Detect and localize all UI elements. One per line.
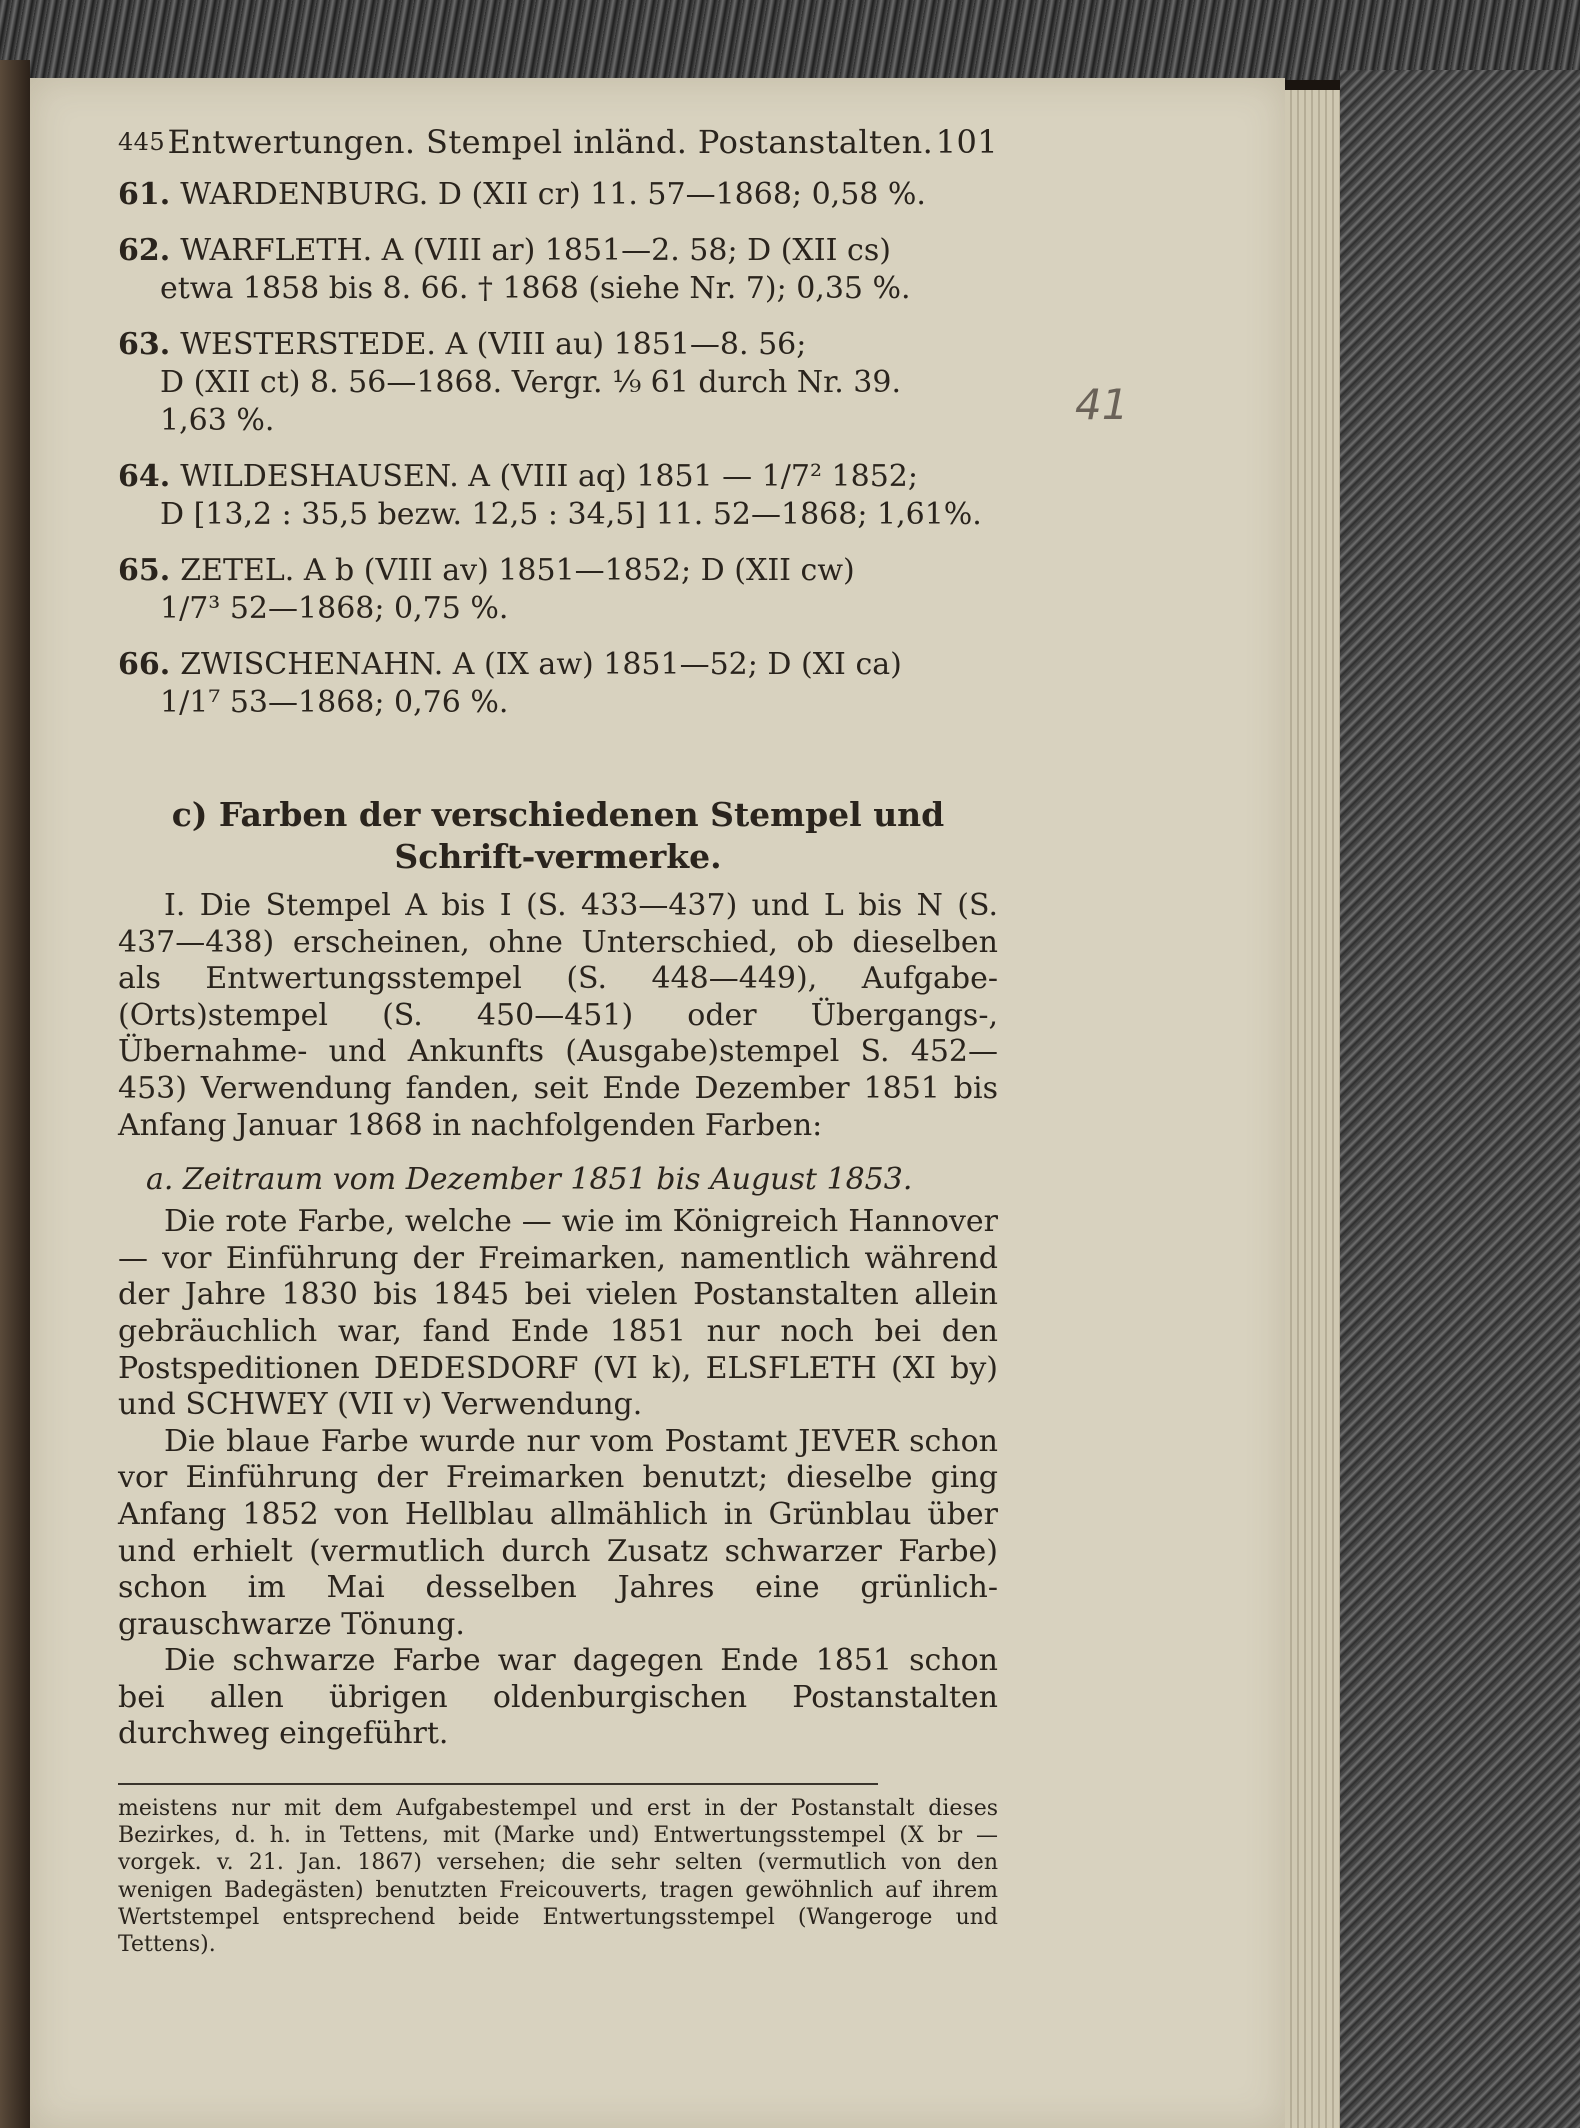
subsection-heading: a. Zeitraum vom Dezember 1851 bis August 1853. [146,1162,913,1198]
entry-63 [118,326,998,440]
entry-line: WARDENBURG. D (XII cr) 11. 57—1868; 0,58 %. [180,177,926,212]
entry-line: WARFLETH. A (VIII ar) 1851—2. 58; D (XII cs) [180,233,891,268]
entry-64 [118,458,998,534]
paragraph-blaue-farbe: Die blaue Farbe wurde nur vom Postamt JEVER schon vor Einführung der Freimarken benutzt; dieselbe ging Anfang 1852 von Hellblau allmählich in Grünblau über und erhielt (vermutlich durch Zusatz schwarzer Farbe) schon im Mai desselben Jahres eine grünlich-grauschwarze Tönung. [118,1423,998,1642]
page-number: 101 [935,123,998,161]
entry-line: 1/1⁷ 53—1868; 0,76 %. [160,685,509,720]
entry-line: D (XII ct) 8. 56—1868. Vergr. ⅑ 61 durch Nr. 39. [160,365,901,400]
entry-number: 64. [118,459,171,494]
entry-65 [118,552,998,628]
page-content [118,120,998,1958]
page-edges [1285,90,1340,2128]
entry-number: 62. [118,233,171,268]
entry-number: 65. [118,553,171,588]
running-title: Entwertungen. Stempel inländ. Postanstalten. [167,123,934,161]
entry-line: WESTERSTEDE. A (VIII au) 1851—8. 56; [180,327,807,362]
book-gutter [0,60,30,2128]
entry-line: etwa 1858 bis 8. 66. † 1868 (siehe Nr. 7); 0,35 %. [160,271,911,306]
book-top-edge [0,0,1580,80]
entry-line: ZETEL. A b (VIII av) 1851—1852; D (XII cw) [180,553,855,588]
footnote-rule [118,1783,878,1785]
paragraph-schwarze-farbe: Die schwarze Farbe war dagegen Ende 1851 schon bei allen übrigen oldenburgischen Postanstalten durchweg eingeführt. [118,1643,998,1752]
entry-line: 1/7³ 52—1868; 0,75 %. [160,591,509,626]
footnote: meistens nur mit dem Aufgabestempel und erst in der Postanstalt dieses Bezirkes, d. h. in Tettens, mit (Marke und) Entwertungsstempel (X br — vorgek. v. 21. Jan. 1867) versehen; die sehr selten (vermutlich von den wenigen Badegästen) benutzten Freicouverts, tragen gewöhnlich auf ihrem Wertstempel entsprechend beide Entwertungsstempel (Wangeroge und Tettens). [118,1796,998,1958]
entry-line: WILDESHAUSEN. A (VIII aq) 1851 — 1/7² 1852; [180,459,918,494]
pencil-margin-note: 41 [1075,380,1129,429]
marbled-cover [1340,70,1580,2128]
paragraph-rote-farbe: Die rote Farbe, welche — wie im Königreich Hannover — vor Einführung der Freimarken, namentlich während der Jahre 1830 bis 1845 bei vielen Postanstalten allein gebräuchlich war, fand Ende 1851 nur noch bei den Postspeditionen DEDESDORF (VI k), ELSFLETH (XI by) und SCHWEY (VII v) Verwendung. [118,1204,998,1423]
running-head [118,120,998,164]
section-heading: c) Farben der verschiedenen Stempel und Schrift-vermerke. [171,795,945,876]
entry-number: 61. [118,177,171,212]
entry-61 [118,176,998,214]
intro-paragraph: I. Die Stempel A bis I (S. 433—437) und L bis N (S. 437—438) erscheinen, ohne Unterschied, ob dieselben als Entwertungsstempel (S. 448—449), Aufgabe-(Orts)stempel (S. 450—451) oder Übergangs-, Übernahme- und Ankunfts (Ausgabe)stempel S. 452—453) Verwendung fanden, seit Ende Dezember 1851 bis Anfang Januar 1868 in nachfolgenden Farben: [118,888,998,1143]
entry-62 [118,232,998,308]
entry-line: 1,63 %. [160,403,275,438]
entry-number: 66. [118,647,171,682]
footnote-ref-number: 445 [118,128,166,156]
entry-line: ZWISCHENAHN. A (IX aw) 1851—52; D (XI ca) [180,647,902,682]
entry-line: D [13,2 : 35,5 bezw. 12,5 : 34,5] 11. 52—1868; 1,61%. [160,497,982,532]
entry-66 [118,646,998,722]
entry-number: 63. [118,327,171,362]
